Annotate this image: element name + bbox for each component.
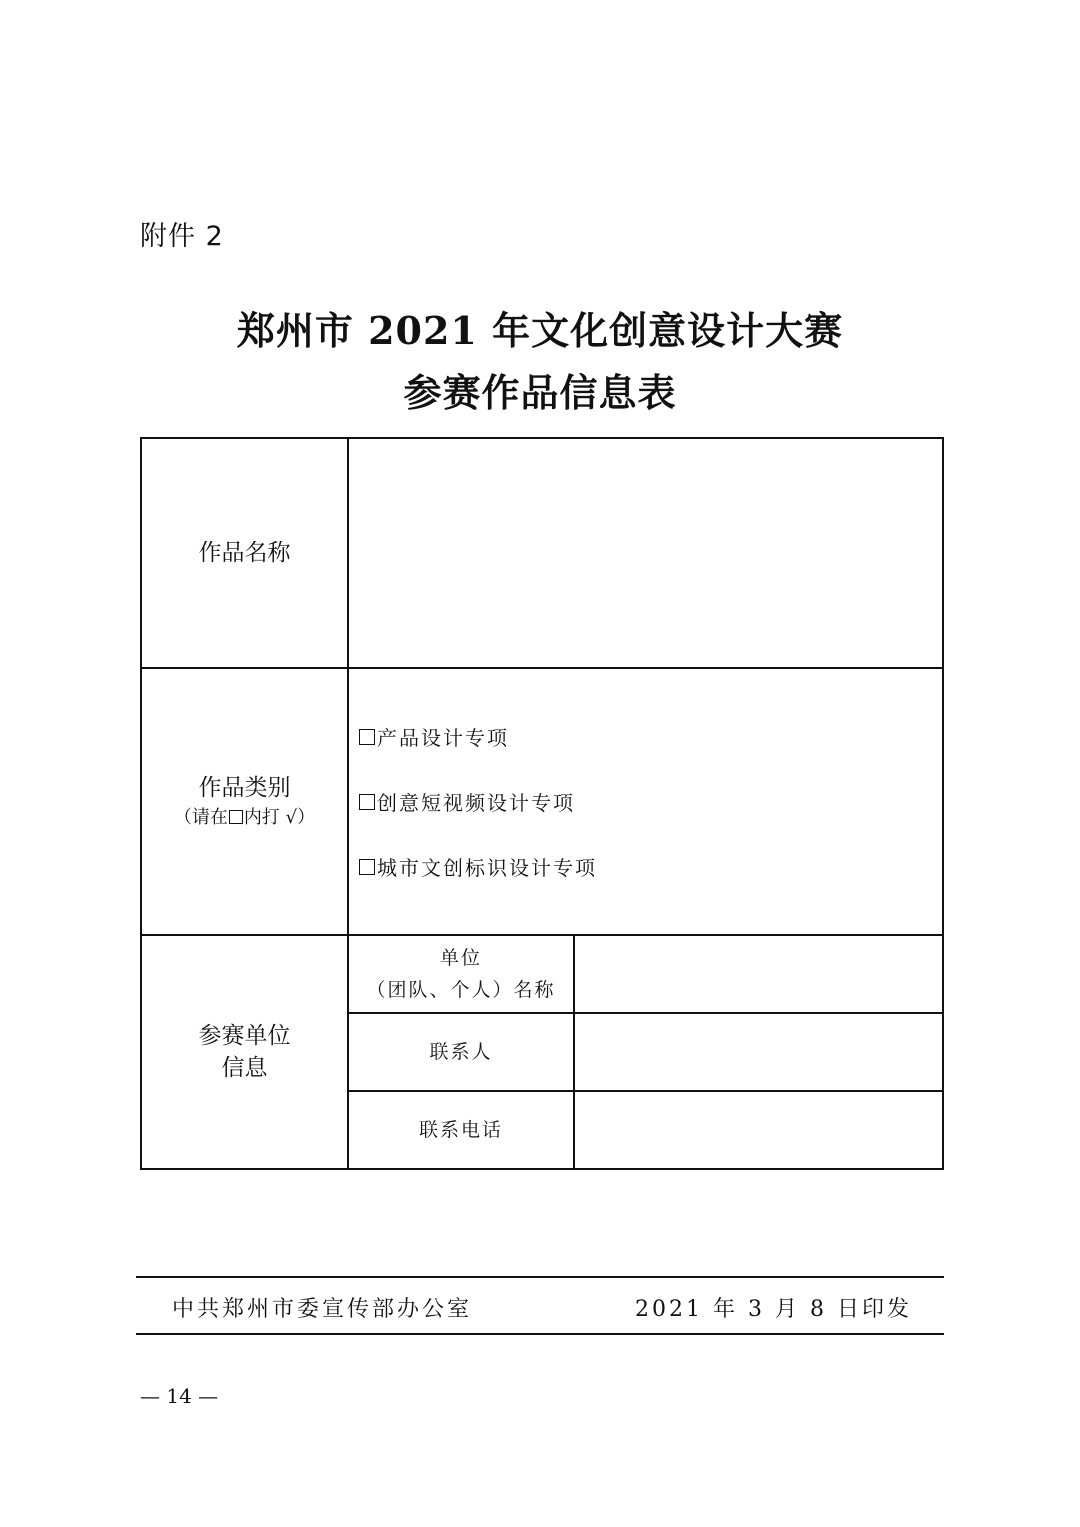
checkbox-icon xyxy=(229,810,243,824)
checkbox-icon[interactable] xyxy=(359,794,375,810)
footer-issue-date: 2021 年 3 月 8 日印发 xyxy=(635,1297,912,1322)
entrant-info-label: 参赛单位 信息 xyxy=(141,935,348,1169)
checkbox-icon[interactable] xyxy=(359,729,375,745)
document-subtitle: 参赛作品信息表 xyxy=(403,370,677,415)
document-title: 郑州市 2021 年文化创意设计大赛 xyxy=(236,308,844,353)
category-hint: （请在 内打 √） xyxy=(173,806,316,828)
phone-field[interactable] xyxy=(574,1091,943,1169)
entry-info-table xyxy=(140,437,944,1170)
unit-name-field[interactable] xyxy=(574,935,943,1013)
table-row-work-name xyxy=(141,438,943,668)
category-label-cell xyxy=(141,668,348,935)
work-name-label: 作品名称 xyxy=(141,438,348,668)
unit-name-label: 单位 （团队、个人）名称 xyxy=(348,935,574,1013)
option-short-video-design[interactable]: 创意短视频设计专项 xyxy=(359,769,942,834)
page-number: — 14 — xyxy=(140,1384,219,1408)
work-name-field[interactable] xyxy=(348,438,943,668)
option-city-signage-design[interactable]: 城市文创标识设计专项 xyxy=(359,834,942,899)
category-options xyxy=(348,668,943,935)
footer-top-rule xyxy=(136,1276,944,1278)
checkbox-icon[interactable] xyxy=(359,859,375,875)
table-row-category xyxy=(141,668,943,935)
phone-label: 联系电话 xyxy=(348,1091,574,1169)
footer-bottom-rule xyxy=(136,1333,944,1335)
contact-field[interactable] xyxy=(574,1013,943,1091)
table-row-unit xyxy=(141,935,943,1013)
contact-label: 联系人 xyxy=(348,1013,574,1091)
attachment-label: 附件 2 xyxy=(140,221,224,252)
category-label: 作品类别 xyxy=(198,774,291,801)
option-product-design[interactable]: 产品设计专项 xyxy=(359,704,942,769)
footer-issuer: 中共郑州市委宣传部办公室 xyxy=(172,1297,473,1322)
